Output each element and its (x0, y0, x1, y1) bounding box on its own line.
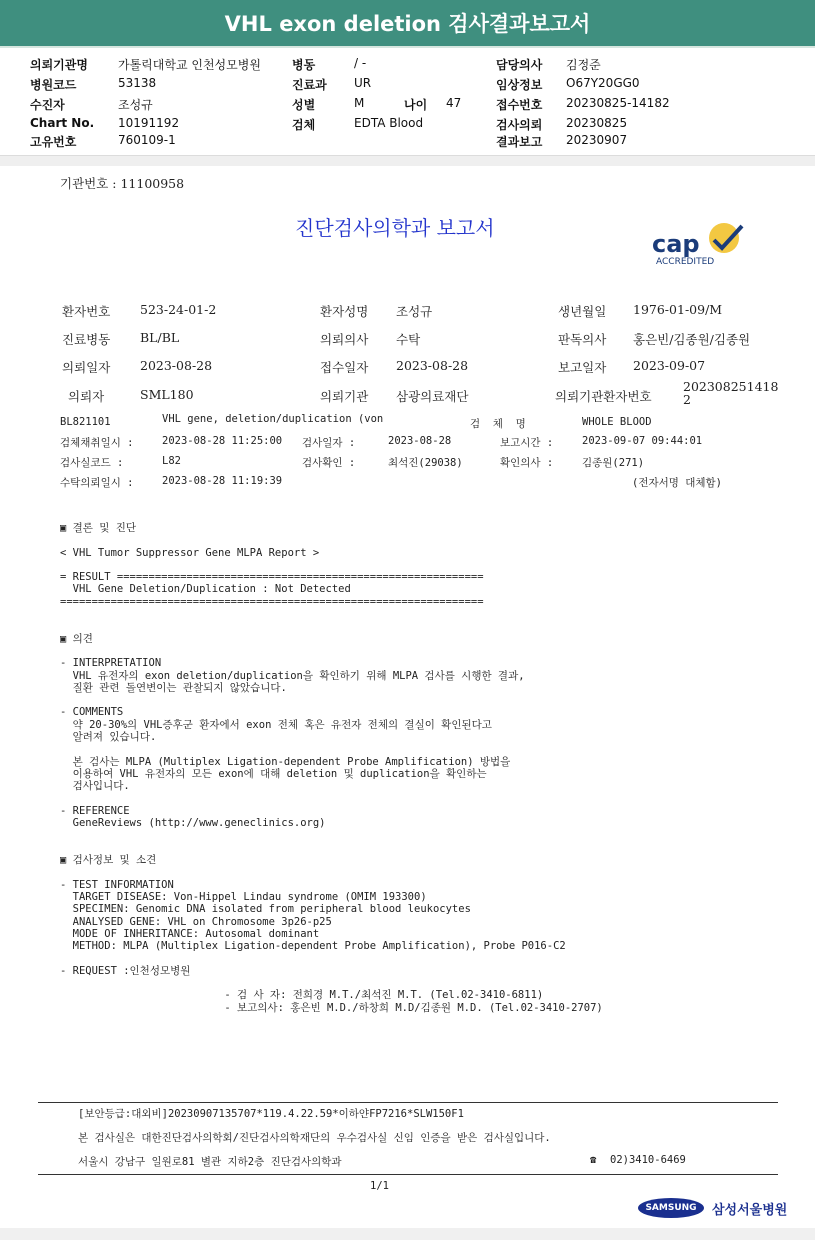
meta-value: 2023-08-28 (388, 435, 452, 447)
info-label: 보고일자 (558, 360, 607, 375)
test-code: BL821101 (60, 416, 111, 428)
meta-label: 확인의사 : (500, 457, 554, 469)
header-value: 760109-1 (118, 133, 176, 147)
meta-value: L82 (162, 455, 181, 467)
cap-text: cap (652, 230, 700, 258)
lab-address: 서울시 강남구 일원로81 별관 지하2층 진단검사의학과 (78, 1156, 342, 1168)
age-value: 47 (446, 96, 462, 110)
info-value: 수탁 (396, 332, 421, 347)
header-label: 검체 (292, 118, 316, 132)
report-body: ▣ 결론 및 진단 < VHL Tumor Suppressor Gene MLPA Report > = RESULT ========================================================== VHL Gene Deletion/Duplication : Not Detected =================================================================== ▣ 의견 - INTERPRETATION VHL 유전자의 exon deletion/duplication을 확인하기 위해 MLPA 검사를 시행한 결과, 질환 관련 돌연변이는 관찰되지 않았습니다. - COMMENTS 약 20-30%의 VHL증후군 환자에서 exon 전체 혹은 유전자 전체의 결실이 확인된다고 알려져 있습니다. 본 검사는 MLPA (Multiplex Ligation-dependent Probe Amplification) 방법을 이용하여 VHL 유전자의 모든 exon에 대해 deletion 및 duplication을 확인하는 검사입니다. - REFERENCE GeneReviews (http://www.geneclinics.org) ▣ 검사정보 및 소견 - TEST INFORMATION TARGET DISEASE: Von-Hippel Lindau syndrome (OMIM 193300) SPECIMEN: Genomic DNA isolated from peripheral blood leukocytes ANALYSED GENE: VHL on Chromosome 3p26-p25 MODE OF INHERITANCE: Autosomal dominant METHOD: MLPA (Multiplex Ligation-dependent Probe Amplification), Probe P016-C2 - REQUEST :인천성모병원 - 검 사 자: 전희경 M.T./최석진 M.T. (Tel.02-3410-6811) - 보고의사: 홍은빈 M.D./하창희 M.D/김종원 M.D. (Tel.02-3410-2707) (60, 522, 603, 1014)
header-value: 20230825-14182 (566, 96, 670, 110)
header-value: O67Y20GG0 (566, 76, 640, 90)
meta-value: 2023-08-28 11:25:00 (162, 435, 283, 447)
header-label: Chart No. (30, 116, 95, 130)
header-label: 접수번호 (496, 98, 543, 112)
header-label: 진료과 (292, 78, 327, 92)
header-value: 53138 (118, 76, 157, 90)
info-label: 환자번호 (62, 304, 111, 319)
info-value: 2023-08-28 (396, 358, 469, 373)
meta-label: 보고시간 : (500, 437, 554, 449)
info-value: 2023-08-28 (140, 358, 213, 373)
bottom-bar (0, 1228, 815, 1240)
meta-label: 검사실코드 : (60, 457, 124, 469)
test-name: VHL gene, deletion/duplication (von (162, 413, 384, 425)
info-value: SML180 (140, 387, 194, 402)
header-separator (0, 155, 815, 166)
cap-accredited-text: ACCREDITED (656, 257, 715, 266)
samsung-badge: SAMSUNG (645, 1203, 697, 1213)
header-label: 담당의사 (496, 58, 543, 72)
meta-value: 김종원(271) (582, 457, 645, 469)
header-label: 고유번호 (30, 135, 77, 149)
meta-label: 검사확인 : (302, 457, 356, 469)
header-value: UR (354, 76, 372, 90)
header-label: 수진자 (30, 98, 65, 112)
meta-value: 2023-08-28 11:19:39 (162, 475, 283, 487)
institution-number: 기관번호 : 11100958 (60, 176, 185, 191)
meta-label: 검사일자 : (302, 437, 356, 449)
info-value: 2023-09-07 (633, 358, 706, 373)
meta-value: 2023-09-07 09:44:01 (582, 435, 703, 447)
header-value: EDTA Blood (354, 116, 424, 130)
header-label: 성별 (292, 98, 316, 112)
header-label: 의뢰기관명 (30, 58, 88, 72)
info-label: 진료병동 (62, 332, 111, 347)
samsung-hospital-logo (638, 1196, 788, 1222)
info-label: 판독의사 (558, 332, 607, 347)
footer-top-line (38, 1102, 778, 1103)
info-label: 의뢰의사 (320, 332, 369, 347)
header-value: 20230825 (566, 116, 628, 130)
meta-label: 수탁의뢰일시 : (60, 477, 134, 489)
info-value: 523-24-01-2 (140, 302, 217, 317)
age-label: 나이 (404, 98, 428, 112)
report-main-title: VHL exon deletion 검사결과보고서 (224, 12, 591, 36)
lab-phone: 02)3410-6469 (610, 1154, 686, 1166)
info-label: 환자성명 (320, 304, 369, 319)
phone-icon: ☎ (590, 1154, 597, 1166)
title-underline (0, 46, 815, 48)
info-value: 1976-01-09/M (633, 302, 723, 317)
page-number: 1/1 (370, 1180, 389, 1192)
cap-accredited-logo (650, 220, 750, 266)
header-label: 임상정보 (496, 78, 543, 92)
e-signature-note: (전자서명 대체함) (632, 477, 722, 489)
info-value: BL/BL (140, 330, 180, 345)
specimen-label: 검 체 명 (470, 418, 526, 430)
info-value: 202308251418 2 (683, 379, 779, 407)
header-value: 조성규 (118, 98, 153, 112)
certification-note: 본 검사실은 대한진단검사의학회/진단검사의학재단의 우수검사실 신임 인증을 받은 검사실입니다. (78, 1132, 551, 1144)
security-stamp: [보안등급:대외비]20230907135707*119.4.22.59*이하얀FP7216*SLW150F1 (78, 1108, 464, 1120)
info-label: 의뢰일자 (62, 360, 111, 375)
samsung-oval (638, 1198, 704, 1218)
samsung-hospital-name: 삼성서울병원 (712, 1203, 788, 1218)
header-value: 김정준 (566, 58, 601, 72)
info-label: 의뢰자 (68, 389, 105, 404)
header-value: / - (354, 56, 367, 70)
title-bar (0, 0, 815, 48)
info-label: 의뢰기관 (320, 389, 369, 404)
info-label: 생년월일 (558, 304, 607, 319)
header-label: 검사의뢰 (496, 118, 543, 132)
header-value: M (354, 96, 365, 110)
header-label: 결과보고 (496, 135, 543, 149)
meta-value: 최석진(29038) (388, 457, 463, 469)
header-value: 20230907 (566, 133, 628, 147)
info-value: 조성규 (396, 304, 433, 319)
info-value: 삼광의료재단 (396, 389, 469, 404)
specimen-value: WHOLE BLOOD (582, 416, 652, 428)
info-label: 접수일자 (320, 360, 369, 375)
header-value: 가톨릭대학교 인천성모병원 (118, 58, 261, 72)
report-title: 진단검사의학과 보고서 (295, 216, 495, 240)
header-label: 병원코드 (30, 78, 77, 92)
info-value: 홍은빈/김종원/김종원 (633, 332, 751, 347)
meta-label: 검체채취일시 : (60, 437, 134, 449)
header-value: 10191192 (118, 116, 180, 130)
footer-bottom-line (38, 1174, 778, 1175)
header-label: 병동 (292, 58, 316, 72)
info-label: 의뢰기관환자번호 (555, 389, 652, 404)
